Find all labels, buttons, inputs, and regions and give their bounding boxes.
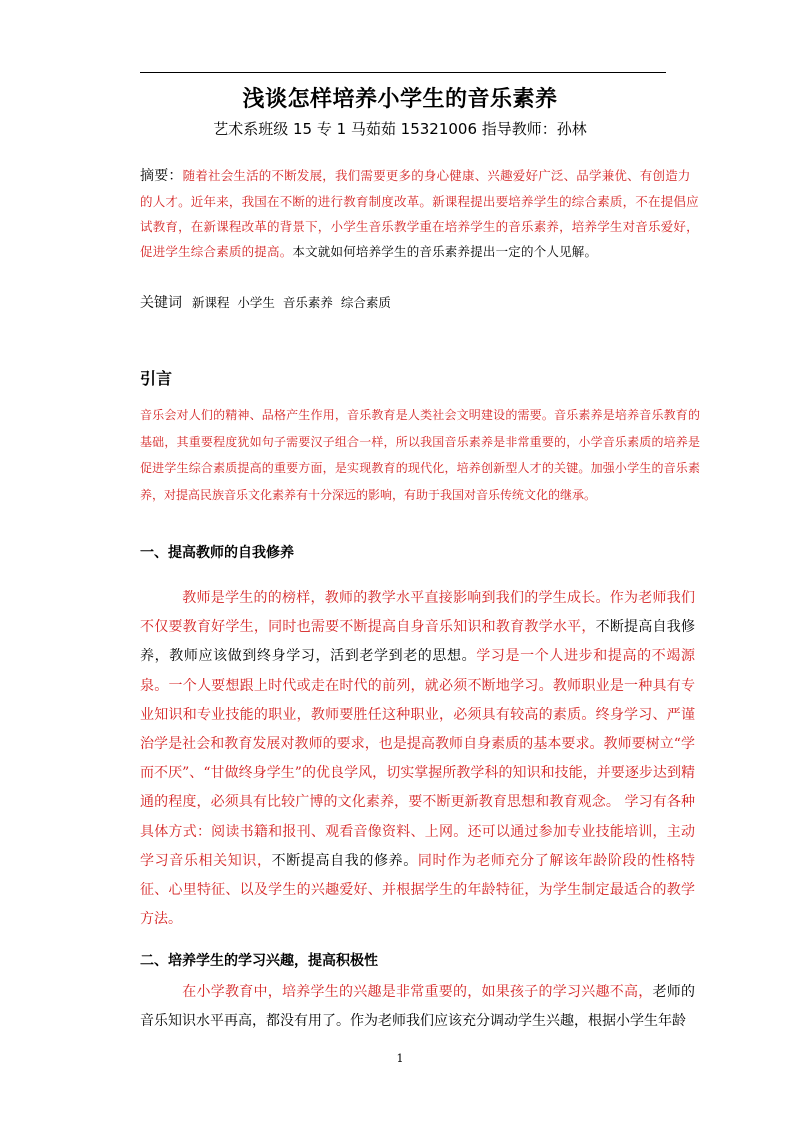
section2-heading: 二、培养学生的学习兴趣，提高积极性 <box>140 953 378 969</box>
section1-heading: 一、提高教师的自我修养 <box>140 545 294 561</box>
abstract-text-black: 本文就如何培养学生的音乐素养提出一定的个人见解。 <box>292 244 598 259</box>
section1-text-red-1: 教师是学生的的榜样，教师的教学水平直接影响到我们的学生成长。作为老师我们不仅要教育好学生，同时也需要不断提高自身音乐知识和教育教学水平， <box>140 590 695 636</box>
section1-text-red-3: 同时作为老师充分了解该年龄阶段的性格特征、心里特征、以及学生的兴趣爱好、并根据学生的年龄特征，为学生制定最适合的教学方法。 <box>140 852 696 928</box>
intro-paragraph: 音乐会对人们的精神、品格产生作用，音乐教育是人类社会文明建设的需要。音乐素养是培养音乐教育的基础，其重要程度犹如句子需要汉子组合一样，所以我国音乐素养是非常重要的，小学音乐素质的培养是促进学生综合素质提高的重要方面，是实现教育的现代化，培养创新型人才的关键。加强小学生的音乐素养，对提高民族音乐文化素养有十分深远的影响，有助于我国对音乐传统文化的继承。 <box>140 408 700 502</box>
keywords-label: 关键词 <box>140 295 182 311</box>
section1-text-black-1: 不断提高自我修养，教师应该做到终身学习，活到老学到老的思想。 <box>140 619 695 665</box>
author-line: 艺术系班级 15 专 1 马茹茹 15321006 指导教师：孙林 <box>213 120 587 138</box>
section1-paragraph <box>140 584 695 934</box>
section1-text-red-2: 学习是一个人进步和提高的不竭源泉。一个人要想跟上时代或走在时代的前列，就必须不断地学习。教师职业是一种具有专业知识和专业技能的职业，教师要胜任这种职业，必须具有较高的素质。终身学习、严谨治学是社会和教育发展对教师的要求，也是提高教师自身素质的基本要求。教师要树立“学而不厌”、“甘做终身学生”的优良学风，切实掌握所教学科的知识和技能，并要逐步达到精通的程度，必须具有比较广博的文化素养，要不断更新教育思想和教育观念。 学习有各种具体方式：阅读书籍和报刊、观看音像资料、上网。还可以通过参加专业技能培训，主动学习音乐相关知识， <box>140 648 695 869</box>
abstract-label: 摘要： <box>140 168 183 184</box>
header-rule <box>140 72 666 73</box>
section2-paragraph <box>140 978 695 1036</box>
page-title: 浅谈怎样培养小学生的音乐素养 <box>242 87 558 112</box>
abstract-paragraph <box>140 163 700 264</box>
section1-text-black-2: 不断提高自我的修养。 <box>271 852 418 869</box>
page-number: 1 <box>396 1052 404 1065</box>
abstract-text-red: 随着社会生活的不断发展，我们需要更多的身心健康、兴趣爱好广泛、品学兼优、有创造力的人才。近年来，我国在不断的进行教育制度改革。新课程提出要培养学生的综合素质，不在提倡应试教育，在新课程改革的背景下，小学生音乐教学重在培养学生的音乐素养，培养学生对音乐爱好，促进学生综合素质的提高。 <box>140 168 699 259</box>
section2-text-red: 在小学教育中，培养学生的兴趣是非常重要的，如果孩子的学习兴趣不高， <box>182 984 653 1000</box>
keywords-line <box>140 292 700 312</box>
section2-text-black: 老师的音乐知识水平再高，都没有用了。作为老师我们应该充分调动学生兴趣，根据小学生年龄 <box>140 984 695 1030</box>
intro-heading: 引言 <box>140 369 173 388</box>
keywords-text: 新课程 小学生 音乐素养 综合素质 <box>191 295 391 310</box>
